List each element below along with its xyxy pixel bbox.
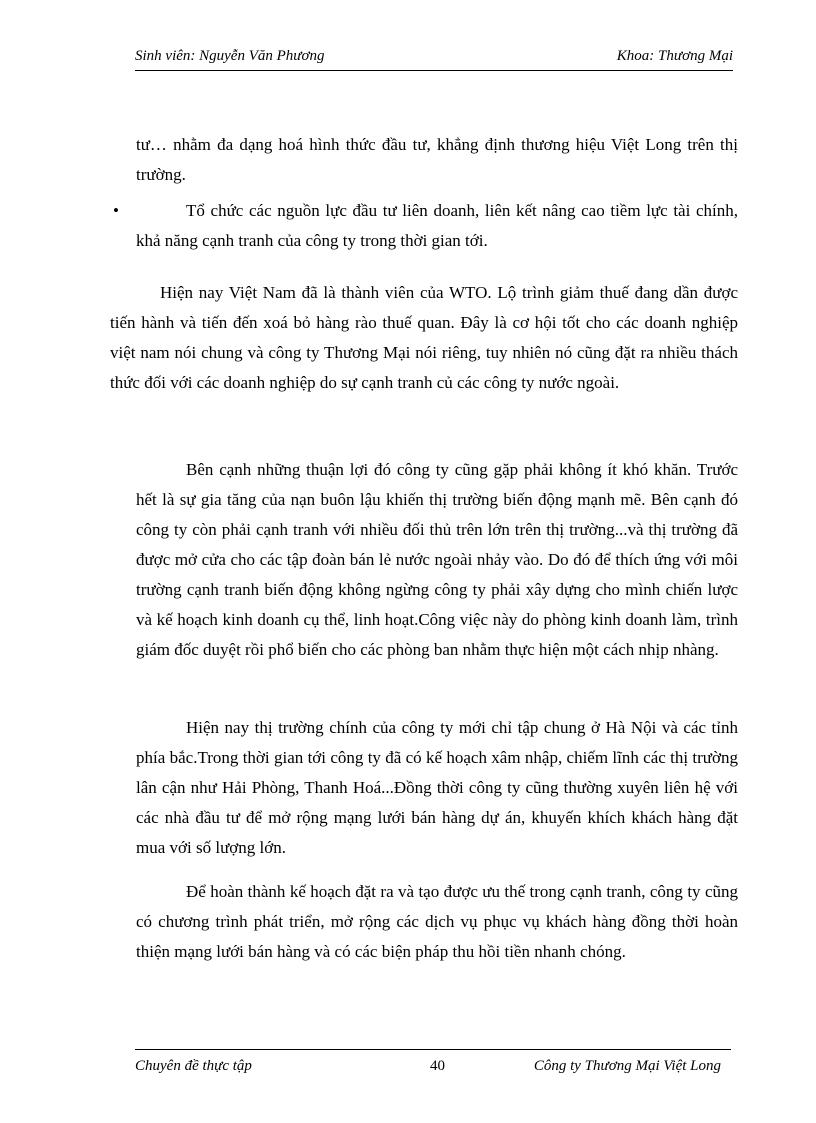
header-faculty: Khoa: Thương Mại <box>616 48 733 64</box>
bullet-item-text: Tổ chức các nguồn lực đầu tư liên doanh, liên kết nâng cao tiềm lực tài chính, khả năng cạnh tranh của công ty trong thời gian tới. <box>136 201 738 250</box>
paragraph-continuation <box>136 130 738 190</box>
header-student-name: Sinh viên: Nguyễn Văn Phương <box>135 48 325 64</box>
paragraph-completion <box>136 877 738 967</box>
bullet-list-item <box>113 196 738 256</box>
paragraph-difficulties-text: Bên cạnh những thuận lợi đó công ty cũng gặp phải không ít khó khăn. Trước hết là sự gia tăng của nạn buôn lậu khiến thị trường biến động mạnh mẽ. Bên cạnh đó công ty còn phải cạnh tranh với nhiều đối thủ trên lớn trên thị trường...và thị trường đã được mở cửa cho các tập đoàn bán lẻ nước ngoài nhảy vào. Do đó để thích ứng với môi trường cạnh tranh biến động không ngừng công ty phải xây dựng cho mình chiến lược và kế hoạch kinh doanh cụ thể, linh hoạt.Công việc này do phòng kinh doanh làm, trình giám đốc duyệt rồi phổ biến cho các phòng ban nhằm thực hiện một cách nhịp nhàng. <box>136 460 738 659</box>
paragraph-wto <box>110 278 738 398</box>
bullet-marker: • <box>113 201 119 220</box>
page-footer <box>135 1049 731 1082</box>
paragraph-wto-text: Hiện nay Việt Nam đã là thành viên của WTO. Lộ trình giảm thuế đang dần được tiến hành và tiến đến xoá bỏ hàng rào thuế quan. Đây là cơ hội tốt cho các doanh nghiệp việt nam nói chung và công ty Thương Mại nói riêng, tuy nhiên nó cũng đặt ra nhiều thách thức đối với các doanh nghiệp do sự cạnh tranh củ các công ty nước ngoài. <box>110 283 738 392</box>
footer-title: Chuyên đề thực tập <box>135 1058 252 1074</box>
footer-company: Công ty Thương Mại Việt Long <box>533 1058 721 1074</box>
paragraph-difficulties <box>136 455 738 665</box>
page-header <box>135 48 733 71</box>
paragraph-completion-text: Để hoàn thành kế hoạch đặt ra và tạo được ưu thế trong cạnh tranh, công ty cũng có chương trình phát triển, mở rộng các dịch vụ phục vụ khách hàng đồng thời hoàn thiện mạng lưới bán hàng và có các biện pháp thu hồi tiền nhanh chóng. <box>136 882 738 961</box>
paragraph-market-text: Hiện nay thị trường chính của công ty mới chỉ tập chung ở Hà Nội và các tỉnh phía bắc.Trong thời gian tới công ty đã có kế hoạch xâm nhập, chiếm lĩnh các thị trường lân cận như Hải Phòng, Thanh Hoá...Đồng thời công ty cũng thường xuyên liên hệ với các nhà đầu tư để mở rộng mạng lưới bán hàng dự án, khuyến khích khách hàng đặt mua với số lượng lớn. <box>136 718 738 857</box>
paragraph-continuation-text: tư… nhằm đa dạng hoá hình thức đầu tư, khẳng định thương hiệu Việt Long trên thị trường. <box>136 135 738 184</box>
paragraph-market <box>136 713 738 863</box>
footer-page-number: 40 <box>430 1058 445 1074</box>
